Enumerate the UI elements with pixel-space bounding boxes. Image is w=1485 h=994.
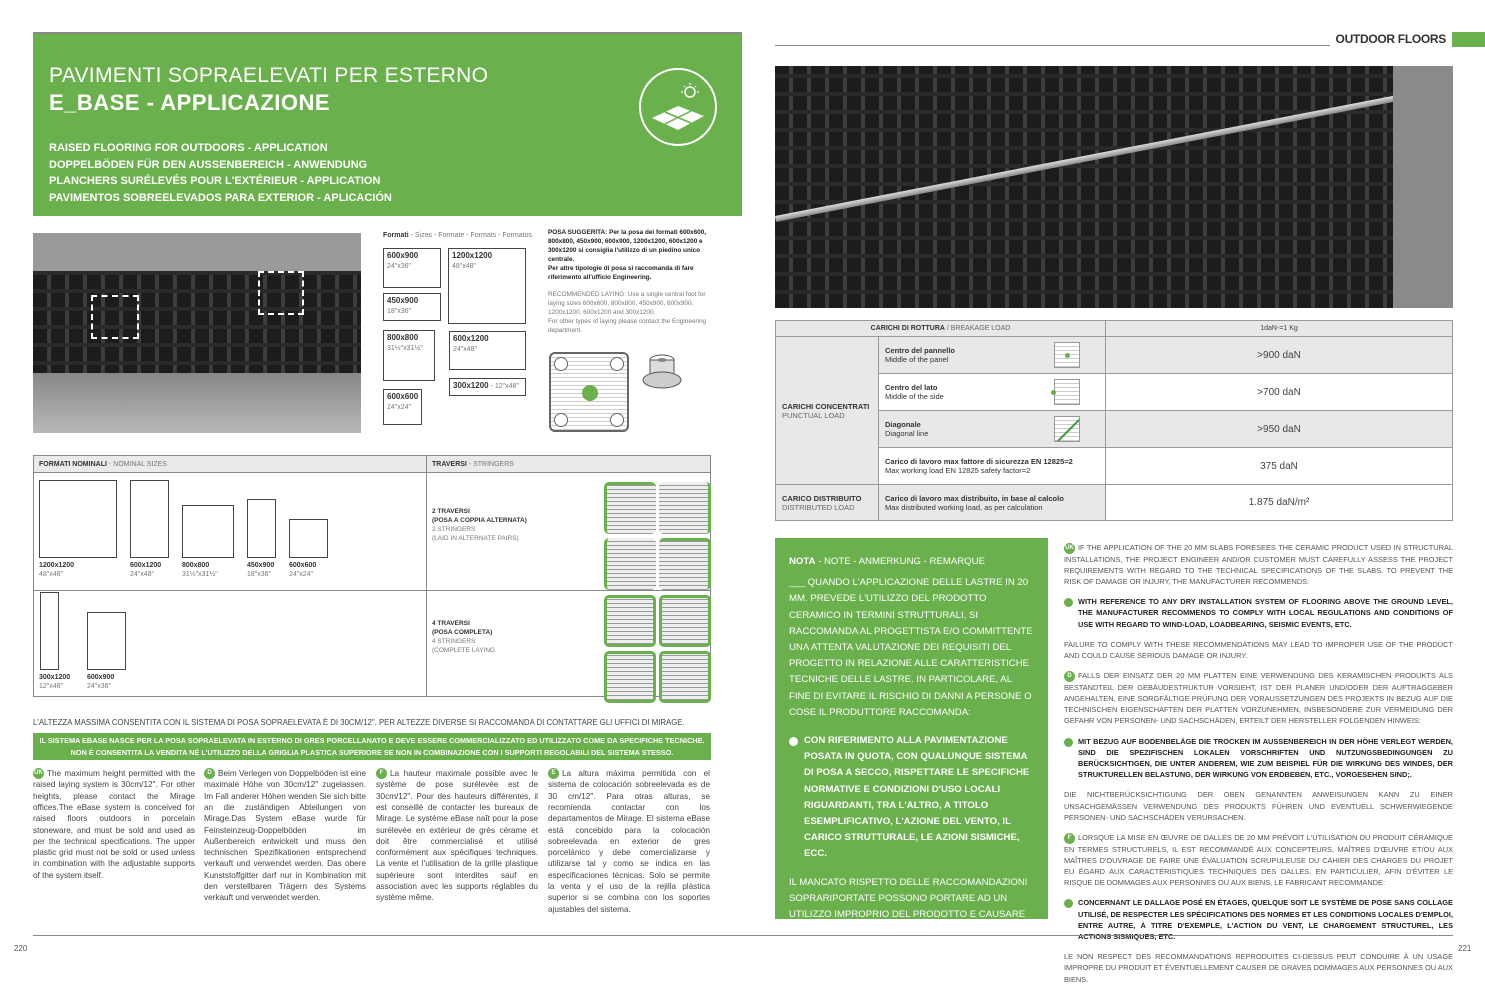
es-flag-icon: E bbox=[548, 768, 559, 779]
concentrated-label: CARICHI CONCENTRATI PUNCTUAL LOAD bbox=[776, 337, 879, 485]
load-value: >900 daN bbox=[1106, 337, 1453, 374]
format-box: 600x1200 24"x48" bbox=[449, 331, 526, 370]
banner-line2: NON È CONSENTITA LA VENDITA NÉ L'UTILIZZO DELLA GRIGLIA PLASTICA SUPERIORE SE NON IN COMBINAZIONE CON I SUPPORTI REGOLABILI DEL SISTEMA STESSO. bbox=[70, 748, 674, 757]
panel-diagonal-icon bbox=[1054, 416, 1080, 442]
outdoor-tile-sun-icon bbox=[639, 68, 717, 146]
tile-1200x1200 bbox=[39, 480, 117, 558]
section-label: OUTDOOR FLOORS bbox=[1335, 32, 1446, 46]
tile-label: 800x800 31½"x31½" bbox=[182, 562, 218, 578]
tile-600x1200 bbox=[130, 480, 169, 558]
tile-label: 600x600 24"x24" bbox=[289, 562, 317, 578]
tile-label: 600x900 24"x36" bbox=[87, 674, 115, 690]
format-box: 450x900 18"x36" bbox=[383, 293, 441, 321]
nota-box bbox=[775, 538, 1048, 953]
adjustable-support-icon bbox=[641, 352, 683, 392]
load-row: Carico di lavoro max fattore di sicurezza EN 12825=2 Max working load EN 12825 safety factor=2 bbox=[879, 448, 1106, 485]
note-uk-bullet: WITH REFERENCE TO ANY DRY INSTALLATION SYSTEM OF FLOORING ABOVE THE GROUND LEVEL, THE MANUFACTURER RECOMMENDS TO COMPLY WITH LOCAL REGULATIONS AND CONDITIONS OF USE WITH REGARD TO WIND-LOAD, LOADBEARING, SEISMIC EVENTS, ETC. bbox=[1064, 596, 1453, 630]
format-box: 800x800 31½"x31½" bbox=[383, 330, 435, 381]
format-box: 1200x1200 48"x48" bbox=[448, 248, 526, 324]
stringers-4: 4 TRAVERSI (POSA COMPLETA) 4 STRINGERS (COMPLETE LAYING bbox=[432, 620, 496, 654]
title-line1: PAVIMENTI SOPRAELEVATI PER ESTERNO bbox=[49, 64, 489, 87]
load-value: 1.875 daN/m² bbox=[1106, 485, 1453, 521]
note-fr-intro: F LORSQUE LA MISE EN ŒUVRE DE DALLES DE 20 MM PRÉVOIT L'UTILISATION DU PRODUIT CÉRAMIQUE EN TERMES STRUCTURELS, IL EST RECOMMANDÉ AUX CONCEPTEURS, MAÎTRES D'ŒUVRE ET/OU AUX MAÎTRES D'OUVRAGE DE FAIRE UNE ÉVALUATION SCRUPULEUSE DU CAHIER DES CHARGES DU PROJET EU ÉGARD AUX CARACTÉRISTIQUES TECHNIQUES DES DALLES. EN PARTICULIER, AFIN D'ÉVITER LE RISQUE DE DOMMAGES AUX PERSONNES OU AUX BIENS, LE FABRICANT RECOMMANDE: bbox=[1064, 832, 1453, 888]
posa-en2: For other types of laying please contact the Engineering department. bbox=[548, 318, 707, 334]
page-number-right: 221 bbox=[1458, 944, 1472, 953]
subtitles bbox=[49, 140, 392, 206]
nominal-header: FORMATI NOMINALI - NOMINAL SIZES bbox=[39, 461, 167, 468]
subtitle-es: PAVIMENTOS SOBREELEVADOS PARA EXTERIOR - APLICACIÓN bbox=[49, 191, 392, 204]
distributed-label: CARICO DISTRIBUITO DISTRIBUTED LOAD bbox=[776, 485, 879, 521]
max-height-note: L'ALTEZZA MASSIMA CONSENTITA CON IL SISTEMA DI POSA SOPRAELEVATA È DI 30CM/12". PER ALTEZZE DIVERSE SI RACCOMANDA DI CONTATTARE GLI UFFICI DI MIRAGE. bbox=[33, 718, 685, 727]
uk-flag-icon: UK bbox=[1064, 543, 1075, 554]
nota-bullet: CON RIFERIMENTO ALLA PAVIMENTAZIONE POSATA IN QUOTA, CON QUALUNQUE SISTEMA DI POSA A SECCO, RISPETTARE LE SPECIFICHE NORMATIVE E CONDIZIONI D'USO LOCALI RIGUARDANTI, TRA L'ALTRO, A TITOLO ESEMPLIFICATIVO, L'AZIONE DEL VENTO, IL CARICO STRUTTURALE, LE AZIONI SISMICHE, ECC. bbox=[789, 733, 1034, 863]
note-de-bullet: MIT BEZUG AUF BODENBELÄGE DIE TROCKEN IM AUSSENBEREICH IN DER HÖHE VERLEGT WERDEN, SIND DIE SPEZIFISCHEN LOKALEN VORSCHRIFTEN UND NUTZUNGSBEDINGUNGEN ZU BERÜCKSICHTIGEN, DIE UNTER ANDEREM, WIE ZUM BEISPIEL FÜR DIE WIRKUNG DES WINDES, DER STRUKTURELLEN BELASTUNG, DER WIRKUNG VON ERDBEBEN, ETC., VORGESEHEN SIND;. bbox=[1064, 736, 1453, 781]
de-flag-icon: D bbox=[1064, 671, 1075, 682]
subtitle-de: DOPPELBÖDEN FÜR DEN AUSSENBEREICH - ANWENDUNG bbox=[49, 158, 368, 171]
page-number-left: 220 bbox=[14, 944, 28, 953]
fr-flag-icon: F bbox=[376, 768, 387, 779]
tile-800x800 bbox=[182, 505, 234, 558]
stringers-2-diagram bbox=[604, 482, 712, 590]
format-box: 600x900 24"x36" bbox=[383, 248, 441, 288]
format-box: 300x1200 - 12"x48" bbox=[449, 378, 526, 396]
fr-flag-icon: F bbox=[1064, 833, 1075, 844]
formati-title: Formati - Sizes - Formate - Formats - Formatos bbox=[383, 232, 532, 239]
load-row: Carico di lavoro max distribuito, in base al calcolo Max distributed working load, as per calculation bbox=[879, 485, 1106, 521]
note-fr-outro: LE NON RESPECT DES RECOMMANDATIONS REPRODUITES CI-DESSUS PEUT CONDUIRE À UN USAGE IMPROPRE DU PRODUIT ET ÉVENTUELLEMENT CAUSER DE GRAVES DOMMAGES AUX PERSONNES OU AUX BIENS. bbox=[1064, 952, 1453, 984]
section-tab bbox=[1452, 32, 1485, 47]
load-value: 375 daN bbox=[1106, 448, 1453, 485]
panel-center-icon bbox=[1054, 342, 1080, 368]
de-flag-icon: D bbox=[204, 768, 215, 779]
text-col-uk: UK The maximum height permitted with the raised laying system is 30cm/12". For other heights, please contact the Mirage offices.The eBase system is conceived for raised floors outdoors in porcelain stoneware, and must be sold and used as per the technical specifications. The upper plastic grid must not be sold or used unless in combination with the adjustable supports of the system itself. bbox=[33, 769, 195, 880]
nominal-sizes-table bbox=[33, 455, 711, 697]
tile-label: 450x900 18"x36" bbox=[247, 562, 275, 578]
format-box: 600x600 24"x24" bbox=[383, 389, 422, 425]
stringers-header: TRAVERSI - STRINGERS bbox=[432, 461, 514, 468]
subtitle-fr: PLANCHERS SURÉLEVÉS POUR L'EXTÉRIEUR - APPLICATION bbox=[49, 175, 381, 187]
header-rule bbox=[775, 45, 1330, 46]
tile-600x900 bbox=[87, 612, 126, 670]
footer-rule bbox=[33, 935, 1453, 936]
nota-p2: IL MANCATO RISPETTO DELLE RACCOMANDAZIONI SOPRARIPORTATE POSSONO PORTARE AD UN UTILIZZO IMPROPRIO DEL PRODOTTO E CAUSARE EVENTUALMENTE GRAVI DANNI A PERSONE O COSE. bbox=[789, 876, 1028, 953]
page-header bbox=[33, 32, 742, 216]
nota-title: NOTA - NOTE - ANMERKUNG - REMARQUE bbox=[789, 556, 985, 567]
installation-photo bbox=[775, 66, 1453, 308]
load-row: Diagonale Diagonal line bbox=[879, 411, 1106, 448]
tile-600x600 bbox=[289, 519, 328, 558]
tile-label: 1200x1200 48"x48" bbox=[39, 562, 75, 578]
note-de-intro: D FALLS DER EINSATZ DER 20 MM PLATTEN EINE VERWENDUNG DES KERAMISCHEN PRODUKTS ALS BESTANDTEIL DER GEBÄUDESTRUKTUR VORSIEHT, IST DER PLANER UND/ODER DER AUFTRAGGEBER ANGEHALTEN, EINE SORGFÄLTIGE PRÜFUNG DER VORAUSSETZUNGEN DES PROJEKTS IN BEZUG AUF DIE TECHNISCHEN EIGENSCHAFTEN DER PLATTEN VORZUNEHMEN, INSBESONDERE ZUR VERMEIDUNG DER GEFAHR VON PERSONEN- UND SACHSCHÄDEN, ERTEILT DER HERSTELLER FOLGENDEN HINWEIS: bbox=[1064, 671, 1453, 726]
note-uk-intro: UK IF THE APPLICATION OF THE 20 MM SLABS FORESEES THE CERAMIC PRODUCT USED IN STRUCTURAL INSTALLATIONS, THE PROJECT ENGINEER AND/OR CUSTOMER MUST CAREFULLY ASSESS THE PROJECT REQUIREMENTS WITH REGARD TO THE TECHNICAL SPECIFICATIONS OF THE SLABS. TO PREVENT THE RISK OF DAMAGE OR INJURY, THE MANUFACTURER RECOMMENDS: bbox=[1064, 543, 1453, 586]
recommended-laying bbox=[548, 228, 714, 335]
tile-450x900 bbox=[247, 499, 276, 558]
load-value: >950 daN bbox=[1106, 411, 1453, 448]
note-de-outro: DIE NICHTBERÜCKSICHTIGUNG DER OBEN GENANNTEN ANWEISUNGEN KANN ZU EINER UNSACHGEMÄSSEN VERWENDUNG DES PRODUKTS FÜHREN UND EVENTUELL SCHWERWIEGENDE PERSONEN- UND SACHSCHÄDEN VERURSACHEN. bbox=[1064, 790, 1453, 822]
text-col-fr: F La hauteur maximale possible avec le système de pose surélevée est de 30cm/12". Pour des hauteurs différentes, il est conseillé de contacter les bureaux de Mirage. Le système eBase naît pour la pose surélevée en extérieur de grès cérame et doit être commercialisé et utilisé conformément aux spécifiques techniques. La vente et l'utilisation de la grille plastique supérieure sont interdites sauf en association avec les supports réglables du système même. bbox=[376, 769, 538, 903]
load-row: Centro del lato Middle of the side bbox=[879, 374, 1106, 411]
uk-flag-icon: UK bbox=[33, 768, 44, 779]
title-line2: E_BASE - APPLICAZIONE bbox=[49, 90, 331, 115]
load-row: Centro del pannello Middle of the panel bbox=[879, 337, 1106, 374]
tile-300x1200 bbox=[40, 592, 59, 670]
posa-en: RECOMMENDED LAYING: Use a single central foot for laying sizes 600x600, 800x800, 450x900, 600x900, 1200x1200, 600x1200 and 300x1200. bbox=[548, 291, 706, 316]
panel-side-icon bbox=[1054, 379, 1080, 405]
loads-header: CARICHI DI ROTTURA / BREAKAGE LOAD bbox=[776, 321, 1106, 337]
loads-unit: 1daN-=1 Kg bbox=[1106, 321, 1453, 337]
text-col-de: D Beim Verlegen von Doppelböden ist eine maximale Höhe von 30cm/12" zugelassen. Im Fall anderer Höhen wenden Sie sich bitte an die zuständigen Abteilungen von Mirage.Das System eBase wurde für Feinsteinzeug-Doppelböden im Außenbereich entwickelt und muss den technischen Spezifikationen entsprechend verkauft und verwendet werden. Das obere Kunststoffgitter darf nur in Kombination mit den verstellbaren Trägern des Systems verkauft und verwendet werden. bbox=[204, 769, 366, 903]
note-uk-outro: FAILURE TO COMPLY WITH THESE RECOMMENDATIONS MAY LEAD TO IMPROPER USE OF THE PRODUCT AND COULD CAUSE SERIOUS DAMAGE OR INJURY. bbox=[1064, 639, 1453, 660]
subtitle-en: RAISED FLOORING FOR OUTDOORS - APPLICATION bbox=[49, 142, 328, 154]
warning-banner bbox=[33, 733, 711, 760]
product-photo bbox=[33, 233, 361, 433]
posa-it2: Per altre tipologie di posa si raccomanda di fare riferimento all'ufficio Engineering. bbox=[548, 265, 694, 281]
grid-panel-diagram bbox=[549, 352, 629, 432]
posa-it: POSA SUGGERITA: Per la posa dei formati 600x600, 800x800, 450x900, 600x900, 1200x1200, 600x1200 e 300x1200 si consiglia l'utilizzo di un piedino unico centrale. bbox=[548, 229, 707, 263]
nota-p1: ___ QUANDO L'APPLICAZIONE DELLE LASTRE IN 20 MM. PREVEDE L'UTILIZZO DEL PRODOTTO CERAMICO IN TERMINI STRUTTURALI, SI RACCOMANDA AL PROGETTISTA E/O COMMITTENTE UNA ATTENTA VALUTAZIONE DEI REQUISITI DEL PROGETTO IN RELAZIONE ALLE CARATTERISTICHE TECNICHE DELLE LASTRE. IN PARTICOLARE, AL FINE DI EVITARE IL RISCHIO DI DANNI A PERSONE O COSE IL PRODUTTORE RACCOMANDA: bbox=[789, 577, 1033, 718]
stringers-4-diagram bbox=[604, 595, 712, 703]
banner-line1: IL SISTEMA EBASE NASCE PER LA POSA SOPRAELEVATA IN ESTERNO DI GRES PORCELLANATO E DEVE ESSERE COMMERCIALIZZATO ED UTILIZZATO COME DA SPECIFICHE TECNICHE. bbox=[39, 736, 705, 745]
multilingual-notes bbox=[1064, 542, 1453, 994]
breakage-load-table bbox=[775, 320, 1453, 521]
load-value: >700 daN bbox=[1106, 374, 1453, 411]
text-col-es: E La altura máxima permitida con el sistema de colocación sobreelevada es de 30 cm/12". Para otras alturas, se recomienda contactar con los departamentos de Mirage. El sistema eBase está concebido para la colocación sobreelevada en exterior de gres porcelánico y debe comercializarse y utilizarse tal y como se indica en las especificaciones técnicas. Solo se permite la venta y el uso de la rejilla plástica superior si se combina con los soportes ajustables del sistema. bbox=[548, 769, 710, 914]
stringers-2: 2 TRAVERSI (POSA A COPPIA ALTERNATA) 2 STRINGERS (LAID IN ALTERNATE PAIRS) bbox=[432, 508, 527, 542]
tile-label: 300x1200 12"x48" bbox=[39, 674, 71, 690]
tile-label: 600x1200 24"x48" bbox=[130, 562, 162, 578]
note-fr-bullet: CONCERNANT LE DALLAGE POSÉ EN ÉTAGES, QUELQUE SOIT LE SYSTÈME DE POSE SANS COLLAGE UTILISÉ, DE RESPECTER LES SPÉCIFICATIONS DES NORMES ET LES CONDITIONS LOCALES D'EMPLOI, ENTRE AUTRE, À TITRE D'EXEMPLE, L'ACTION DU VENT, LE CHARGEMENT STRUCTUREL, LES ACTIONS SISMIQUES, ETC. bbox=[1064, 897, 1453, 942]
